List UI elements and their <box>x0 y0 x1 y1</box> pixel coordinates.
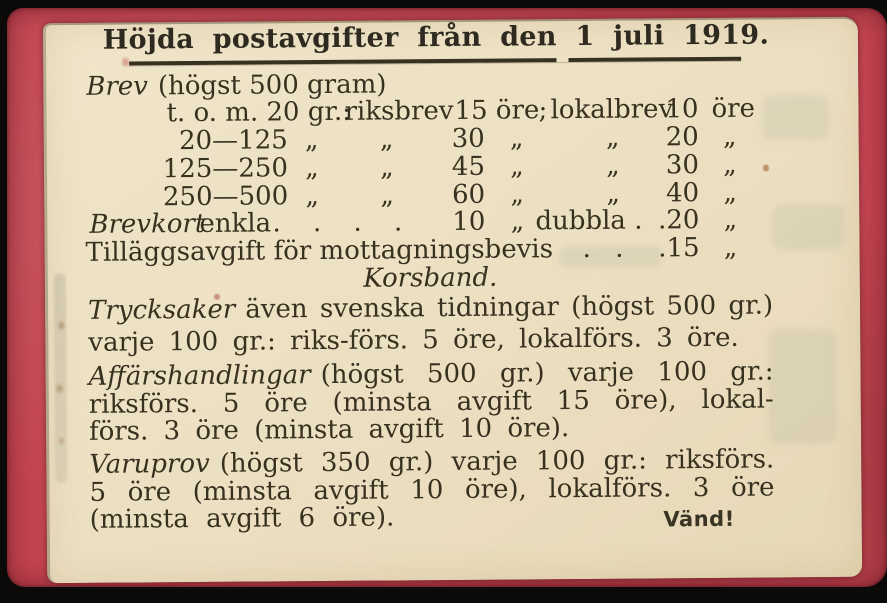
affarshandlingar-rest: (högst 500 gr.) varje 100 gr.: <box>320 356 774 391</box>
ditto-mark: „ <box>380 152 394 183</box>
dot-leader: . . . . <box>272 207 403 239</box>
ditto-mark: „ <box>722 121 737 152</box>
riksbrev-rate: 15 öre <box>454 95 540 126</box>
enkla-value: 10 <box>452 206 486 237</box>
brevkort-lead: Brevkort <box>89 208 206 240</box>
brevkort-enkla: enkla <box>199 208 272 239</box>
varuprov-rest: (högst 350 gr.) varje 100 gr.: riksförs. <box>219 444 775 479</box>
tillagg-value: .15 <box>658 233 700 264</box>
trycksaker-lead: Trycksaker <box>87 294 236 326</box>
ditto-mark: „ <box>305 181 320 212</box>
ditto-mark: „ <box>723 149 737 180</box>
riksbrev-label: riksbrev <box>344 95 454 127</box>
ditto-mark: „ <box>606 178 621 209</box>
ditto-mark: „ <box>723 177 738 208</box>
weight-range: 20—125 <box>178 125 288 157</box>
dubbla-value: .20 <box>657 205 700 236</box>
riks-rate-value: 60 <box>451 179 486 210</box>
riks-rate-value: 45 <box>451 151 486 183</box>
weight-range: 250—500 <box>162 181 289 213</box>
dot-leader: . . <box>582 233 624 264</box>
varuprov-line-2: 5 öre (minsta avgift 10 öre), lokalförs. 3 öre <box>89 472 775 508</box>
ore-unit: öre <box>711 93 756 124</box>
ditto-mark: „ <box>380 180 395 211</box>
red-cover-border <box>7 8 887 587</box>
tillagg-label: Tilläggsavgift för mottagningsbevis <box>85 234 554 268</box>
ditto-mark: „ <box>379 124 394 155</box>
varuprov-lead: Varuprov <box>89 448 210 480</box>
ditto-mark: „ <box>305 153 319 184</box>
page-title: Höjda postavgifter från den 1 juli 1919. <box>102 19 770 56</box>
ditto-mark: „ <box>606 150 620 181</box>
trycksaker-line-1 <box>88 291 773 324</box>
affarshandlingar-line-3: förs. 3 öre (minsta avgift 10 öre). <box>88 413 570 447</box>
lokal-rate-value: 40 <box>665 178 700 209</box>
ditto-mark: „ <box>510 179 525 210</box>
lokal-rate-value: 30 <box>665 150 700 181</box>
ditto-mark: „ <box>723 232 738 263</box>
brev-heading-rest: (högst 500 gram) <box>157 69 387 102</box>
separator: ; <box>538 95 548 126</box>
trycksaker-rest: även svenska tidningar (högst 500 gr.) <box>245 290 774 325</box>
brevkort-dubbla: dubbla . <box>535 205 643 237</box>
trycksaker-line-2: varje 100 gr.: riks-förs. 5 öre, lokalförs. 3 öre. <box>88 322 739 358</box>
ditto-mark: „ <box>304 125 319 156</box>
korsband-heading: Korsband. <box>363 262 498 294</box>
paper-stain-streak <box>54 273 68 483</box>
paper-speck <box>122 58 129 67</box>
ditto-mark: „ <box>510 206 525 237</box>
turn-over-note: Vänd! <box>663 506 735 532</box>
ink-bleed-through <box>768 329 837 445</box>
riks-rate-value: 30 <box>451 123 485 155</box>
affarshandlingar-line-2: riksförs. 5 öre (minsta avgift 15 öre), lokal- <box>88 384 774 420</box>
affarshandlingar-lead: Affärshandlingar <box>88 360 311 392</box>
weight-range: 125—250 <box>162 153 289 185</box>
varuprov-line-3: (minsta avgift 6 öre). <box>89 502 395 535</box>
ditto-mark: „ <box>723 204 738 235</box>
lokalbrev-rate: 10 <box>665 94 699 125</box>
ditto-mark: „ <box>510 151 524 182</box>
weight-prefix: t. o. m. 20 gr.: <box>166 96 352 129</box>
ditto-mark: „ <box>509 123 524 154</box>
ditto-mark: „ <box>605 122 620 153</box>
lokalbrev-label: lokalbrev <box>550 94 674 126</box>
lokal-rate-value: 20 <box>665 122 699 153</box>
brev-heading-lead: Brev <box>86 71 149 102</box>
title-underline-rule <box>129 57 741 66</box>
paper-page <box>43 17 862 583</box>
